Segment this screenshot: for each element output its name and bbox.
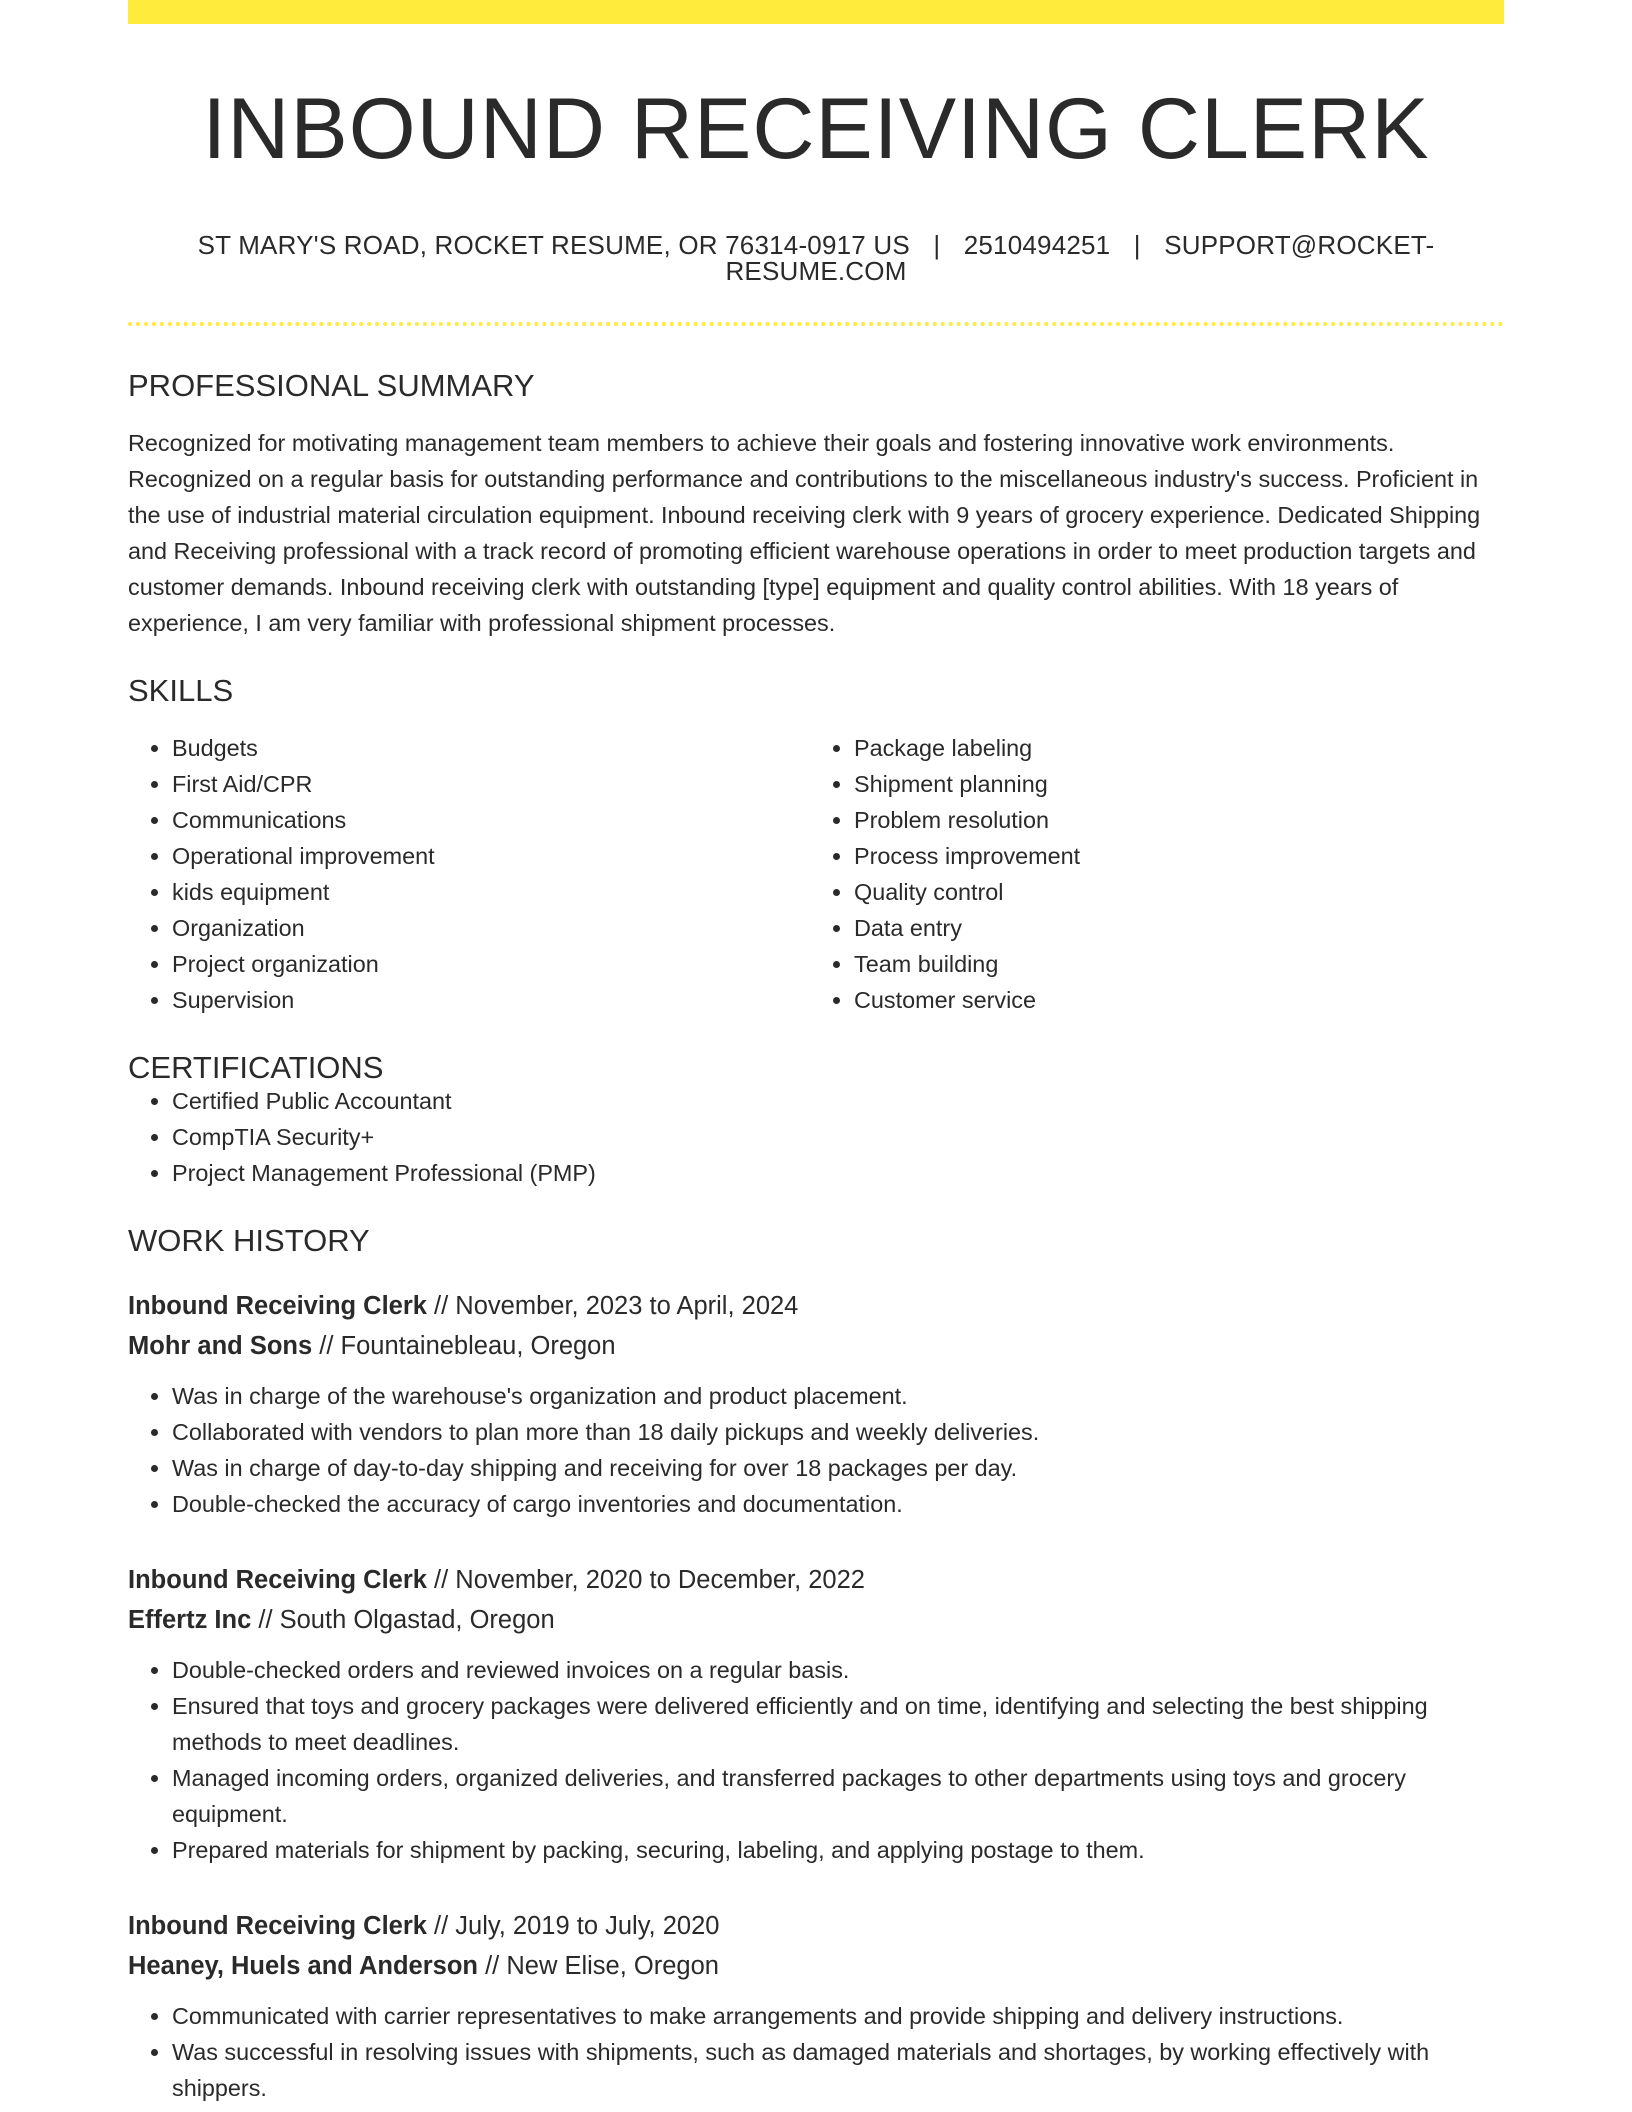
resume-name: INBOUND RECEIVING CLERK: [202, 81, 1430, 177]
contact-separator: |: [933, 230, 941, 260]
job-bullet: • Double-checked the accuracy of cargo inventories and documentation.: [172, 1486, 1504, 1522]
skills-list: [128, 730, 1504, 1018]
job-company: Heaney, Huels and Anderson: [128, 1952, 479, 1980]
job-bullet: • Was in charge of day-to-day shipping and receiving for over 18 packages per day.: [172, 1450, 1504, 1486]
job-bullet: • Collaborated with vendors to plan more than 18 daily pickups and weekly deliveries.: [172, 1414, 1504, 1450]
skill-item: • Organization: [172, 910, 806, 946]
contact-phone: 2510494251: [963, 230, 1111, 260]
contact-address: ST MARY'S ROAD, ROCKET RESUME, OR 76314-0917 US: [197, 230, 910, 260]
job-entry: [128, 1560, 1504, 1868]
certification-item: • CompTIA Security+: [172, 1119, 1504, 1155]
skills-column-left: [128, 730, 806, 1018]
job-location: // New Elise, Oregon: [478, 1952, 719, 1980]
certification-item: • Certified Public Accountant: [172, 1083, 1504, 1119]
job-dates: // November, 2020 to December, 2022: [426, 1566, 865, 1594]
job-bullet: • Ensured that toys and grocery packages were delivered efficiently and on time, identifying and selecting the best shipping methods to meet deadlines.: [172, 1688, 1504, 1760]
job-company: Effertz Inc: [128, 1606, 252, 1634]
skill-item: • Supervision: [172, 982, 806, 1018]
job-bullets: [128, 1652, 1504, 1868]
job-bullet: • Was in charge of the warehouse's organization and product placement.: [172, 1378, 1504, 1414]
job-bullets: [128, 1378, 1504, 1522]
skill-item: • Budgets: [172, 730, 806, 766]
skill-item: • Operational improvement: [172, 838, 806, 874]
work-history-heading: WORK HISTORY: [128, 1223, 370, 1258]
job-entry: [128, 1906, 1504, 2106]
dotted-divider: [128, 322, 1504, 326]
job-bullet: • Managed incoming orders, organized deliveries, and transferred packages to other departments using toys and grocery equipment.: [172, 1760, 1504, 1832]
job-title-line: [128, 1906, 1504, 1946]
skill-item: • Project organization: [172, 946, 806, 982]
job-bullets: [128, 1998, 1504, 2106]
skill-item: • Communications: [172, 802, 806, 838]
skill-item: • First Aid/CPR: [172, 766, 806, 802]
job-bullet: • Prepared materials for shipment by packing, securing, labeling, and applying postage to them.: [172, 1832, 1504, 1868]
contact-line: [128, 232, 1504, 284]
skill-item: • Package labeling: [854, 730, 1488, 766]
skill-item: • Team building: [854, 946, 1488, 982]
certifications-heading: CERTIFICATIONS: [128, 1050, 384, 1085]
skills-column-right: [806, 730, 1488, 1018]
job-bullet: • Communicated with carrier representatives to make arrangements and provide shipping and delivery instructions.: [172, 1998, 1504, 2034]
job-location: // Fountainebleau, Oregon: [312, 1332, 616, 1360]
job-bullet: • Was successful in resolving issues with shipments, such as damaged materials and shortages, by working effectively with shippers.: [172, 2034, 1504, 2106]
job-title-line: [128, 1286, 1504, 1326]
skills-heading: SKILLS: [128, 673, 234, 708]
skill-item: • kids equipment: [172, 874, 806, 910]
skill-item: • Customer service: [854, 982, 1488, 1018]
certification-item: • Project Management Professional (PMP): [172, 1155, 1504, 1191]
job-entry: [128, 1286, 1504, 1522]
contact-separator: |: [1133, 230, 1141, 260]
resume-page: [128, 0, 1504, 2106]
job-company: Mohr and Sons: [128, 1332, 313, 1360]
skill-item: • Process improvement: [854, 838, 1488, 874]
job-dates: // November, 2023 to April, 2024: [426, 1292, 799, 1320]
job-bullet: • Double-checked orders and reviewed invoices on a regular basis.: [172, 1652, 1504, 1688]
summary-heading: PROFESSIONAL SUMMARY: [128, 368, 535, 403]
skill-item: • Problem resolution: [854, 802, 1488, 838]
certifications-list: [128, 1083, 1504, 1191]
job-title-line: [128, 1560, 1504, 1600]
skill-item: • Quality control: [854, 874, 1488, 910]
skill-item: • Shipment planning: [854, 766, 1488, 802]
skill-item: • Data entry: [854, 910, 1488, 946]
job-role: Inbound Receiving Clerk: [128, 1566, 427, 1594]
job-dates: // July, 2019 to July, 2020: [426, 1912, 720, 1940]
job-company-line: [128, 1600, 1504, 1640]
accent-bar: [128, 0, 1504, 24]
job-role: Inbound Receiving Clerk: [128, 1292, 427, 1320]
job-role: Inbound Receiving Clerk: [128, 1912, 427, 1940]
contact-email: SUPPORT@ROCKET-RESUME.COM: [725, 230, 1435, 286]
job-location: // South Olgastad, Oregon: [251, 1606, 555, 1634]
job-company-line: [128, 1326, 1504, 1366]
job-company-line: [128, 1946, 1504, 1986]
summary-text: Recognized for motivating management team members to achieve their goals and fostering innovative work environments. Recognized on a regular basis for outstanding performance and contributions to the miscellaneous industry's success. Proficient in the use of industrial material circulation equipment. Inbound receiving clerk with 9 years of grocery experience. Dedicated Shipping and Receiving professional with a track record of promoting efficient warehouse operations in order to meet production targets and customer demands. Inbound receiving clerk with outstanding [type] equipment and quality control abilities. With 18 years of experience, I am very familiar with professional shipment processes.: [128, 430, 1481, 636]
